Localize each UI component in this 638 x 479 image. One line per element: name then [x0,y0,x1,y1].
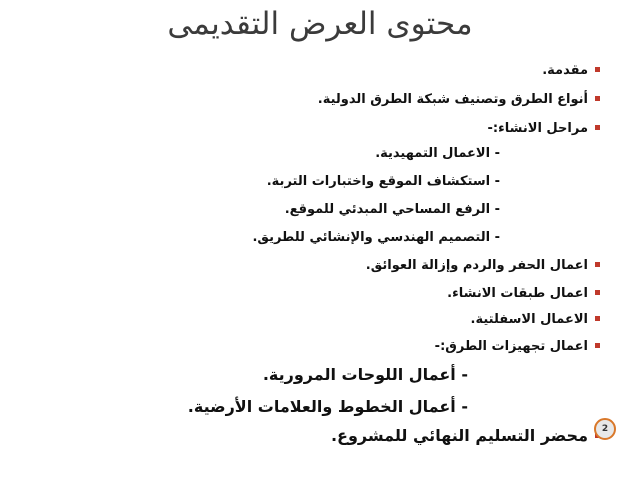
list-subitem-road-markings: - أعمال الخطوط والعلامات الأرضية. [187,397,468,416]
list-item-road-equipment: اعمال تجهيزات الطرق:- [435,339,600,354]
slide-title: محتوى العرض التقديمى [167,6,473,42]
list-item-road-types: أنواع الطرق وتصنيف شبكة الطرق الدولية. [318,92,600,107]
list-item-earthworks: اعمال الحفر والردم وإزالة العوائق. [366,258,600,273]
square-bullet-icon [595,67,600,72]
list-subitem-site-exploration: - استكشاف الموقع واختبارات التربة. [266,174,500,189]
square-bullet-icon [595,316,600,321]
list-subitem-preliminary-works: - الاعمال التمهيدية. [375,146,500,161]
list-subitem-survey: - الرفع المساحي المبدئي للموقع. [284,202,500,217]
page-number-badge: 2 [594,418,616,440]
square-bullet-icon [595,343,600,348]
list-subitem-design: - التصميم الهندسي والإنشائي للطريق. [252,230,500,245]
list-subitem-traffic-signs: - أعمال اللوحات المرورية. [262,365,468,384]
list-item-construction-stages: مراحل الانشاء:- [488,121,600,136]
list-item-intro: مقدمة. [542,63,600,78]
square-bullet-icon [595,125,600,130]
square-bullet-icon [595,262,600,267]
list-item-layers: اعمال طبقات الانشاء. [447,286,600,301]
list-item-asphalt: الاعمال الاسفلتية. [471,312,600,327]
square-bullet-icon [595,96,600,101]
list-item-final-handover: محضر التسليم النهائي للمشروع. [331,426,600,445]
square-bullet-icon [595,290,600,295]
